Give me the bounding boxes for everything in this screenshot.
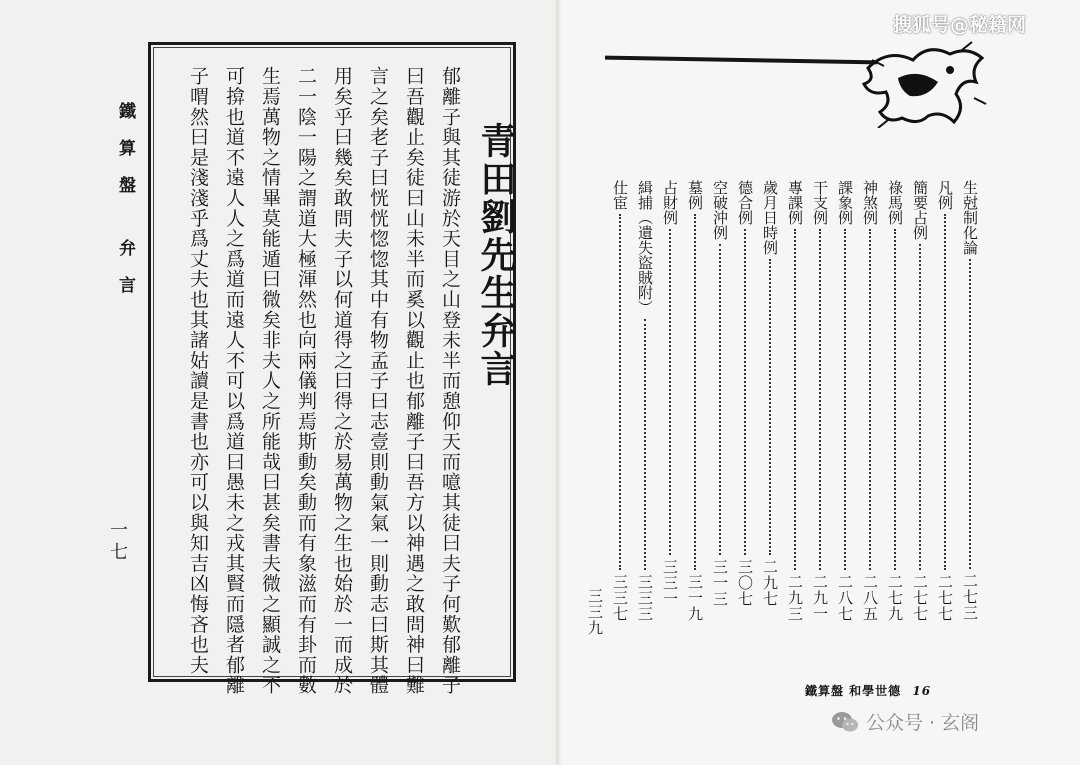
text-column: 子喟然曰是淺淺乎爲丈夫也其諸姑讀是書也亦可以與知吉凶悔吝也夫: [187, 66, 209, 675]
text-column: 言之矣老子曰恍恍惚惚其中有物孟子曰志壹則動氣氣一則動志曰斯其體: [367, 66, 389, 696]
wechat-icon: [830, 710, 860, 734]
toc-page-number: 二七七: [936, 574, 954, 622]
margin-label: 鐵算盤 弁言: [115, 102, 135, 313]
toc-page-number: 三三三: [636, 574, 654, 622]
toc-page-number: 二七三: [961, 573, 979, 621]
toc-page-number: 三〇七: [736, 559, 754, 607]
toc-label: 神煞例: [861, 180, 879, 225]
text-column: 可揜也道不遠人人之爲道而遠人不可以爲道曰愚未之戎其賢而隱者郁離: [223, 66, 245, 696]
toc-entry: [937, 180, 952, 622]
toc-entry: [587, 588, 602, 636]
toc-leader: [669, 229, 671, 555]
page-folio: 一七: [107, 520, 128, 564]
toc-leader: [744, 229, 746, 555]
page-title: 青田劉先生弁言: [475, 122, 517, 388]
toc-entry: [812, 180, 827, 622]
toc-leader: [694, 214, 696, 570]
footer-text: 鐵算盤 和學世德: [805, 684, 902, 698]
toc-label: 歲月日時例: [761, 180, 779, 255]
toc-label: 簡要占例: [911, 180, 929, 240]
toc-page-number: 二九七: [761, 559, 779, 607]
toc-label: 生尅制化論: [961, 180, 979, 255]
toc-leader: [869, 229, 871, 570]
toc-leader: [919, 244, 921, 570]
toc-page-number: 二九三: [786, 574, 804, 622]
toc-leader: [944, 214, 946, 570]
toc-label: 空破沖例: [711, 180, 729, 240]
toc-page-number: 三三七: [611, 574, 629, 622]
toc-entry: [712, 180, 727, 607]
footer-page-number: 16: [912, 684, 932, 698]
page-footer: [805, 682, 931, 699]
toc-label: 專課例: [786, 180, 804, 225]
toc-page-number: 二八五: [861, 574, 879, 622]
toc-leader: [844, 229, 846, 570]
toc-page-number: 二八七: [836, 574, 854, 622]
toc-label: 祿馬例: [886, 180, 904, 225]
toc-leader: [969, 259, 971, 569]
toc-leader: [819, 229, 821, 570]
toc-leader: [719, 244, 721, 555]
toc-label: 占財例: [661, 180, 679, 225]
toc-entry: [662, 180, 677, 607]
text-column: 二一陰一陽之謂道大極渾然也向兩儀判焉斯動矣動而有象滋而有卦而數: [295, 66, 317, 696]
toc-label: 緝捕（遺失盜賊附）: [636, 180, 654, 315]
toc-entry: [962, 180, 977, 621]
watermark-bottom-text: 公众号 · 玄阁: [866, 712, 980, 734]
dragon-ornament-icon: [858, 38, 988, 128]
toc-leader: [619, 214, 621, 570]
toc-entry: [862, 180, 877, 622]
toc-entry: [737, 180, 752, 607]
toc-page-number: 三三一: [661, 559, 679, 607]
toc-page-number: 二九一: [811, 574, 829, 622]
toc-label: 凡例: [936, 180, 954, 210]
toc-page-number: 三一三: [711, 559, 729, 607]
toc-label: 仕宦: [611, 180, 629, 210]
toc-leader: [794, 229, 796, 570]
toc-leader: [769, 259, 771, 555]
toc-page-number: 二七七: [911, 574, 929, 622]
toc-entry: [687, 180, 702, 622]
toc-entry: [837, 180, 852, 622]
toc-label: 干支例: [811, 180, 829, 225]
text-column: 生焉萬物之情畢莫能遁曰微矣非夫人之所能哉曰甚矣書夫微之顯誠之不: [259, 66, 281, 696]
toc-entry: [787, 180, 802, 622]
toc-page-number: 三三九: [586, 588, 604, 636]
toc-entry: [887, 180, 902, 622]
text-column: 郁離子與其徒游於天目之山登未半而憩仰天而噫其徒曰夫子何歎郁離子: [439, 66, 461, 696]
toc-entry: [612, 180, 627, 622]
toc-entry: [762, 180, 777, 607]
watermark-top: 搜狐号@秘籍网: [893, 14, 1027, 36]
toc-page-number: 二七九: [886, 574, 904, 622]
toc-page-number: 三一九: [686, 574, 704, 622]
text-column: 曰吾觀止矣徒曰山未半而奚以觀止也郁離子曰吾方以神遇之敢問神曰難: [403, 66, 425, 696]
watermark-bottom: [830, 708, 979, 735]
toc-entry: [637, 180, 652, 622]
toc-entry: [912, 180, 927, 622]
book-spine: [556, 0, 562, 765]
toc-label: 墓例: [686, 180, 704, 210]
toc-leader: [644, 319, 646, 570]
toc-label: 德合例: [736, 180, 754, 225]
toc-label: 課象例: [836, 180, 854, 225]
toc-leader: [894, 229, 896, 570]
text-column: 用矣乎曰幾矣敢問夫子以何道得之曰得之於易萬物之生也始於一而成於: [331, 66, 353, 696]
